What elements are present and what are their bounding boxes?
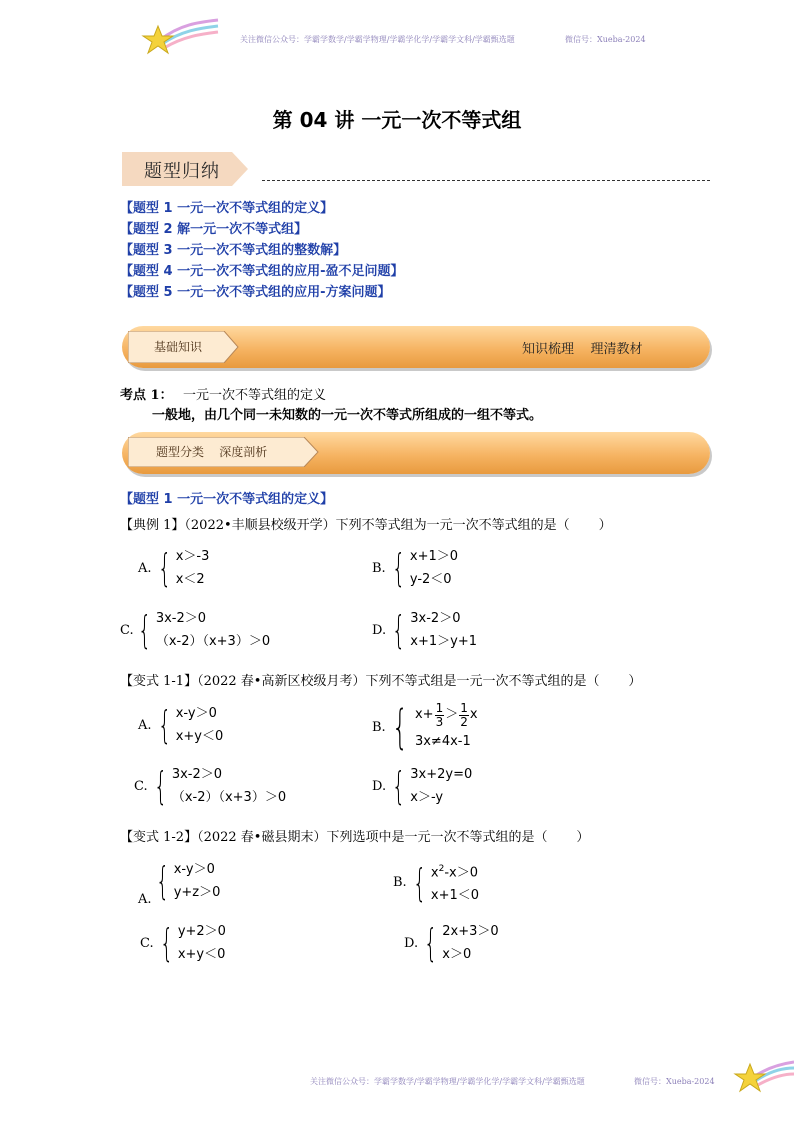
q2-option-c[interactable] <box>134 763 286 809</box>
inequality-line: 3x-2＞0 <box>410 611 461 626</box>
q3-option-d[interactable] <box>404 920 499 966</box>
toc-item-2[interactable]: 【题型 2 解一元一次不等式组】 <box>120 222 308 237</box>
inequality-line: （x-2）（x+3）＞0 <box>171 790 287 805</box>
inequality-system <box>410 607 477 653</box>
toc-badge <box>122 152 248 186</box>
inequality-system <box>415 700 478 754</box>
q3-option-a[interactable] <box>138 858 221 907</box>
inequality-line: （x-2）（x+3）＞0 <box>155 634 271 649</box>
inequality-line: x＞-y <box>410 790 444 805</box>
q1-option-a[interactable] <box>138 545 209 591</box>
inequality-line: 3x-2＞0 <box>171 767 223 782</box>
inequality-line: x+1＜0 <box>430 888 480 904</box>
inequality-system <box>176 702 224 748</box>
inequality-line: 2x+3＞0 <box>442 924 499 939</box>
expr-part: x <box>469 707 478 722</box>
brace-icon: { <box>391 700 408 754</box>
kaodian-title: 一元一次不等式组的定义 <box>183 388 327 403</box>
option-letter: A. <box>138 891 152 907</box>
kaodian-label: 考点 1： <box>120 388 173 403</box>
expr-part: x+ <box>414 707 434 722</box>
inequality-line: x-y＞0 <box>173 862 215 877</box>
section-heading-1: 【题型 1 一元一次不等式组的定义】 <box>120 492 334 507</box>
brace-icon: { <box>137 608 151 652</box>
option-letter: C. <box>120 622 134 638</box>
fraction <box>459 702 469 729</box>
inequality-line: x+y＜0 <box>175 729 224 744</box>
inequality-line: x＞0 <box>442 947 472 962</box>
inequality-line: y+z＞0 <box>173 885 221 900</box>
inequality-line: 3x-2＞0 <box>155 611 207 626</box>
option-letter: D. <box>404 935 419 951</box>
inequality-line <box>431 858 479 884</box>
banner2-tab-label: 题型分类 深度剖析 <box>156 445 268 459</box>
footer-wechat: 微信号：Xueba-2024 <box>634 1077 715 1086</box>
inequality-system <box>410 545 458 591</box>
exponent: 2 <box>438 864 445 874</box>
brace-icon: { <box>424 921 438 965</box>
q2-option-b[interactable] <box>372 700 478 754</box>
question-3-stem: 【变式 1-2】（2022 春•磁县期末）下列选项中是一元一次不等式组的是（ ） <box>120 830 590 845</box>
header-wechat: 微信号：Xueba-2024 <box>565 35 646 44</box>
expr-part: x <box>430 865 439 881</box>
inequality-line: x+1＞y+1 <box>410 634 477 649</box>
question-1-stem: 【典例 1】（2022•丰顺县校级开学）下列不等式组为一元一次不等式组的是（ ） <box>120 518 612 533</box>
q1-option-c[interactable] <box>120 607 270 653</box>
brace-icon: { <box>157 546 171 590</box>
inequality-system <box>410 763 472 809</box>
q3-option-c[interactable] <box>140 920 226 966</box>
inequality-line: x+y＜0 <box>177 947 226 962</box>
denominator: 2 <box>460 714 468 729</box>
option-letter: C. <box>134 778 148 794</box>
inequality-line: 3x+2y=0 <box>410 767 473 782</box>
toc-divider <box>262 180 710 181</box>
inequality-line: x+1＞0 <box>409 549 459 564</box>
question-2-stem: 【变式 1-1】（2022 春•高新区校级月考）下列不等式组是一元一次不等式组的是（ ） <box>120 674 642 689</box>
star-logo-icon <box>140 14 220 58</box>
option-letter: B. <box>393 875 407 891</box>
inequality-system <box>442 920 498 966</box>
numerator: 1 <box>460 700 468 715</box>
inequality-system <box>176 545 210 591</box>
denominator: 3 <box>435 714 444 729</box>
brace-icon: { <box>412 860 426 905</box>
q3-option-b[interactable] <box>393 858 479 907</box>
brace-icon: { <box>392 608 406 652</box>
banner1-right-text: 知识梳理 理清教材 <box>522 342 643 357</box>
brace-icon: { <box>155 859 169 903</box>
inequality-line: 3x≠4x-1 <box>414 734 471 749</box>
inequality-system <box>431 858 479 907</box>
fraction <box>435 702 445 729</box>
inequality-line: x-y＞0 <box>175 706 217 721</box>
brace-icon: { <box>391 546 405 590</box>
footer-text: 关注微信公众号：学霸学数学/学霸学物理/学霸学化学/学霸学文科/学霸甄选题 <box>310 1077 585 1086</box>
toc-item-5[interactable]: 【题型 5 一元一次不等式组的应用-方案问题】 <box>120 285 391 300</box>
option-letter: D. <box>372 622 387 638</box>
q2-option-d[interactable] <box>372 763 472 809</box>
kaodian-text: 一般地，由几个同一未知数的一元一次不等式所组成的一组不等式。 <box>152 408 543 423</box>
toc-item-3[interactable]: 【题型 3 一元一次不等式组的整数解】 <box>120 243 347 258</box>
brace-icon: { <box>159 921 173 965</box>
header-text: 关注微信公众号：学霸学数学/学霸学物理/学霸学化学/学霸学文科/学霸甄选题 <box>240 35 515 44</box>
inequality-system <box>172 763 286 809</box>
banner1-tab-label: 基础知识 <box>154 340 203 354</box>
q1-option-d[interactable] <box>372 607 477 653</box>
option-letter: B. <box>372 719 386 735</box>
star-logo-icon <box>730 1056 794 1096</box>
inequality-system <box>156 607 270 653</box>
brace-icon: { <box>157 703 171 747</box>
toc-badge-label: 题型归纳 <box>144 161 220 182</box>
expr-part: ＞ <box>445 707 459 722</box>
inequality-line: x＜2 <box>175 572 205 587</box>
inequality-line: y+2＞0 <box>177 924 226 939</box>
option-letter: D. <box>372 778 387 794</box>
toc-item-4[interactable]: 【题型 4 一元一次不等式组的应用-盈不足问题】 <box>120 264 404 279</box>
option-letter: A. <box>138 717 152 733</box>
option-letter: B. <box>372 560 386 576</box>
brace-icon: { <box>153 764 167 808</box>
brace-icon: { <box>392 764 406 808</box>
option-letter: C. <box>140 935 154 951</box>
inequality-line <box>415 700 478 730</box>
q1-option-b[interactable] <box>372 545 458 591</box>
toc-item-1[interactable]: 【题型 1 一元一次不等式组的定义】 <box>120 201 334 216</box>
option-letter: A. <box>138 560 152 576</box>
numerator: 1 <box>435 700 444 715</box>
inequality-system <box>178 920 226 966</box>
inequality-system <box>174 858 221 904</box>
inequality-line: y-2＜0 <box>409 572 452 587</box>
page-title: 第 04 讲 一元一次不等式组 <box>272 108 522 132</box>
q2-option-a[interactable] <box>138 702 223 748</box>
inequality-line: x＞-3 <box>175 549 210 564</box>
expr-part: -x＞0 <box>444 865 478 881</box>
